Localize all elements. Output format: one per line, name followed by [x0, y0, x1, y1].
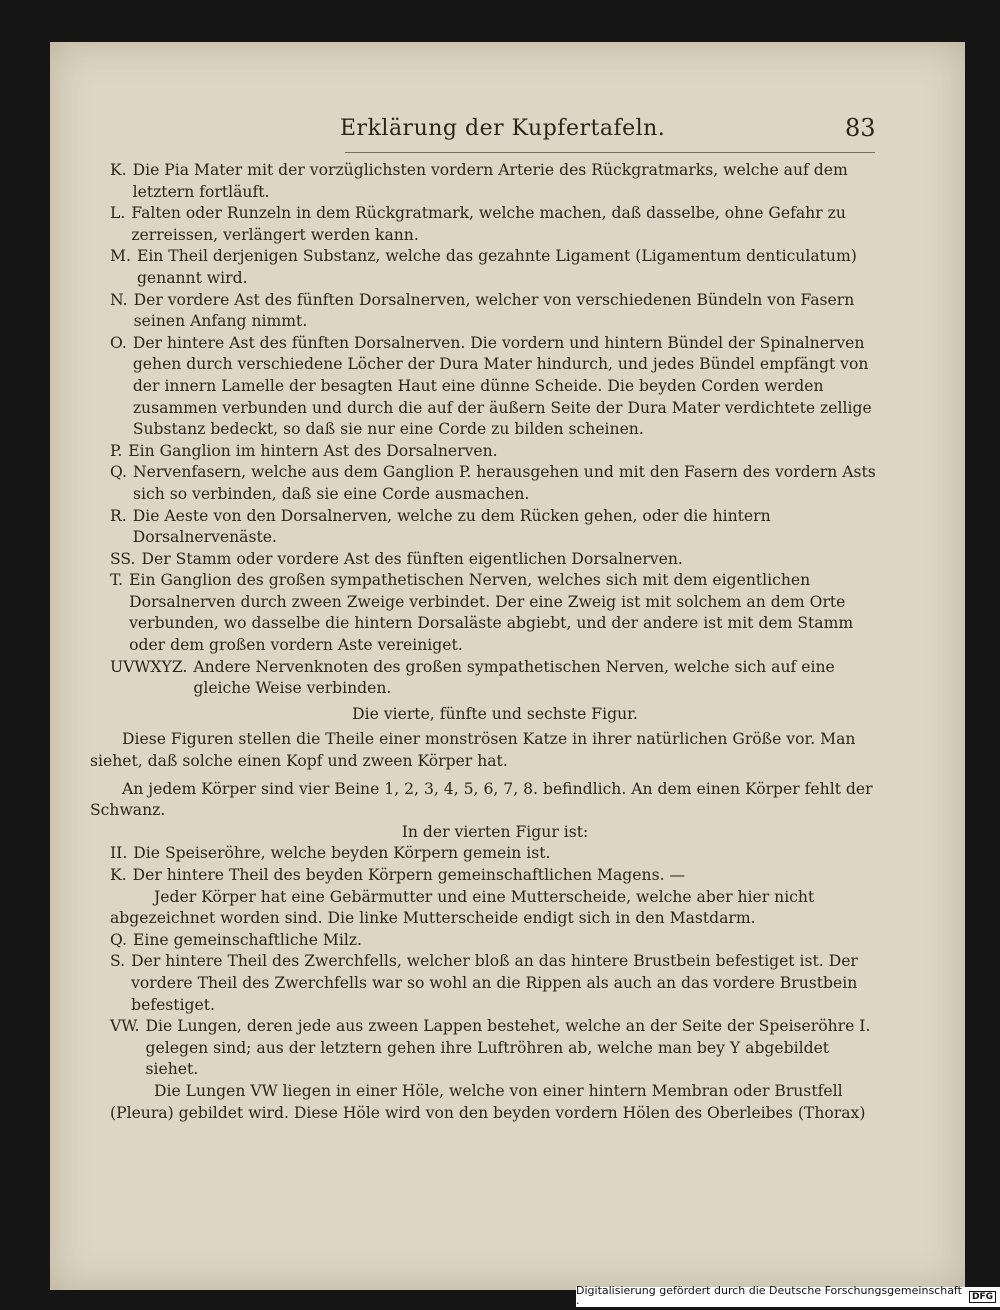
legend-entry-r: R. Die Aeste von den Dorsalnerven, welche zu dem Rücken gehen, oder die hintern Dorsalnervenäste. [110, 506, 771, 547]
paragraph-intro: Diese Figuren stellen die Theile einer monströsen Katze in ihrer natürlichen Größe vor. Man siehet, daß solche einen Kopf und zween Körper hat. [90, 730, 856, 771]
legend-entry-n: N. Der vordere Ast des fünften Dorsalnerven, welcher von verschiedenen Bündeln von Fasern seinen Anfang nimmt. [110, 290, 855, 331]
legend-entry-k2: K. Der hintere Theil des beyden Körpern gemeinschaftlichen Magens. — [110, 866, 686, 884]
book-page [50, 42, 965, 1290]
legend-entry-p: P. Ein Ganglion im hintern Ast des Dorsalnerven. [110, 441, 498, 460]
note-lungs: Die Lungen VW liegen in einer Höle, welche von einer hintern Membran oder Brustfell (Pleura) gebildet wird. Diese Höle wird von den beyden vordern Hölen des Oberleibes (Thorax) [110, 1081, 866, 1122]
legend-entry-l: L. Falten oder Runzeln in dem Rückgratmark, welche machen, daß dasselbe, ohne Gefahr zu zerreissen, verlängert werden kann. [110, 204, 846, 244]
header-rule [345, 152, 875, 153]
note-uterus: Jeder Körper hat eine Gebärmutter und eine Mutterscheide, welche aber hier nicht abgezeichnet worden sind. Die linke Mutterscheide endigt sich in den Mastdarm. [110, 887, 815, 928]
legend-entry-q: Q. Nervenfasern, welche aus dem Ganglion P. herausgehen und mit den Fasern des vordern Asts sich so verbinden, daß sie eine Corde ausmachen. [110, 463, 876, 503]
digitization-footer [576, 1284, 1000, 1310]
legend-entry-ii: II. Die Speiseröhre, welche beyden Körpern gemein ist. [110, 844, 551, 863]
legend-entry-q2: Q. Eine gemeinschaftliche Milz. [110, 930, 362, 949]
legend-entry-o: O. Der hintere Ast des fünften Dorsalnerven. Die vordern und hintern Bündel der Spinalnerven gehen durch verschiedene Löcher der Dura Mater hindurch, und jedes Bündel empfängt von der innern Lamelle der besagten Haut eine dünne Scheide. Die beyden Corden werden zusammen verbunden und durch die auf der äußern Seite der Dura Mater verdichtete zellige Substanz bedeckt, so daß sie nur eine Corde zu bilden scheinen. [110, 333, 872, 439]
legend-entry-uvwxyz: UVWXYZ. Andere Nervenknoten des großen sympathetischen Nerven, welche sich auf eine gleiche Weise verbinden. [110, 657, 835, 698]
legend-entry-ss: SS. Der Stamm oder vordere Ast des fünften eigentlichen Dorsalnerven. [110, 549, 683, 568]
legend-entry-t: T. Ein Ganglion des großen sympathetischen Nerven, welches sich mit dem eigentlichen Dorsalnerven durch zween Zweige verbindet. Der eine Zweig ist mit solchem an dem Orte verbunden, wo dasselbe die hintern Dorsaläste abgiebt, und der andere ist mit dem Stamm oder dem großen vordern Aste vereiniget. [110, 571, 854, 655]
paragraph-legs: An jedem Körper sind vier Beine 1, 2, 3, 4, 5, 6, 7, 8. befindlich. An dem einen Körper fehlt der Schwanz. [90, 779, 873, 820]
running-header: Erklärung der Kupfertafeln. [340, 116, 666, 141]
page-body [90, 160, 880, 1124]
legend-entry-s: S. Der hintere Theil des Zwerchfells, welcher bloß an das hintere Brustbein befestiget ist. Der vordere Theil des Zwerchfells war so wohl an die Rippen als auch an das vordere Brustbein befestiget. [110, 952, 858, 1014]
page-number: 83 [845, 114, 876, 142]
section-heading: Die vierte, fünfte und sechste Figur. [352, 704, 638, 723]
legend-entry-vw: VW. Die Lungen, deren jede aus zween Lappen bestehet, welche an der Seite der Speiseröhre I. gelegen sind; aus der letztern gehen ihre Luftröhren ab, welche man bey Y abgebildet siehet. [110, 1017, 871, 1079]
legend-entry-k: K. Die Pia Mater mit der vorzüglichsten vordern Arterie des Rückgratmarks, welche auf dem letztern fortläuft. [110, 161, 848, 201]
footer-text: Digitalisierung gefördert durch die Deutsche Forschungsgemeinschaft · [576, 1284, 962, 1310]
sub-heading: In der vierten Figur ist: [401, 822, 589, 841]
dfg-logo: DFG [969, 1291, 996, 1303]
legend-entry-m: M. Ein Theil derjenigen Substanz, welche das gezahnte Ligament (Ligamentum denticulatum) genannt wird. [110, 247, 857, 287]
